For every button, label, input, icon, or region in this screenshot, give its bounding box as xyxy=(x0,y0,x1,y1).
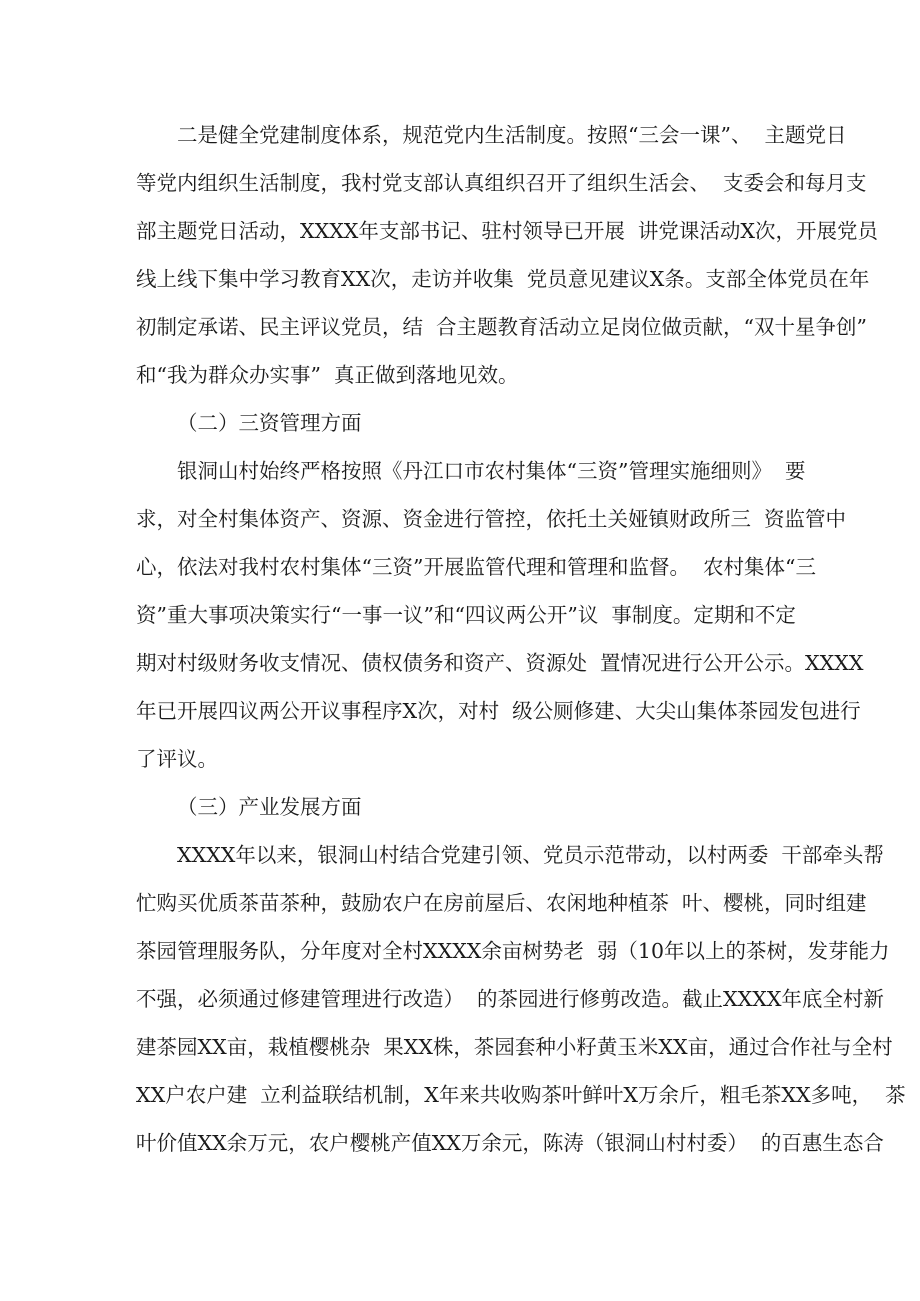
paragraph-line: 了评议。 xyxy=(136,747,218,771)
paragraph-line: XXXX年以来，银洞山村结合党建引领、党员示范带动，以村两委 干部牵头帮 xyxy=(177,843,884,867)
section-heading: （二）三资管理方面 xyxy=(177,411,362,435)
paragraph-line: 心，依法对我村农村集体“三资”开展监管代理和管理和监督。 农村集体“三 xyxy=(136,555,816,579)
paragraph-line: 资”重大事项决策实行“一事一议”和“四议两公开”议 事制度。定期和不定 xyxy=(136,603,796,627)
paragraph-line: 和“我为群众办实事” 真正做到落地见效。 xyxy=(136,363,519,387)
paragraph-line: 茶园管理服务队，分年度对全村XXXX余亩树势老 弱（10年以上的茶树，发芽能力 xyxy=(136,939,890,963)
paragraph-line: 不强，必须通过修建管理进行改造） 的茶园进行修剪改造。截止XXXX年底全村新 xyxy=(136,987,884,1011)
paragraph-line: 部主题党日活动，XXXX年支部书记、驻村领导已开展 讲党课活动X次，开展党员 xyxy=(136,219,879,243)
section-heading: （三）产业发展方面 xyxy=(177,795,362,819)
paragraph-line: 叶价值XX余万元，农户樱桃产值XX万余元，陈涛（银洞山村村委） 的百惠生态合 xyxy=(136,1131,884,1155)
paragraph-line: 求，对全村集体资产、资源、资金进行管控，依托土关娅镇财政所三 资监管中 xyxy=(136,507,847,531)
paragraph-line: 忙购买优质茶苗茶种，鼓励农户在房前屋后、农闲地种植茶 叶、樱桃，同时组建 xyxy=(136,891,867,915)
paragraph-line: 银洞山村始终严格按照《丹江口市农村集体“三资”管理实施细则》 要 xyxy=(177,459,806,483)
paragraph-line: 年已开展四议两公开议事程序X次，对村 级公厕修建、大尖山集体茶园发包进行 xyxy=(136,699,861,723)
paragraph-line: XX户农户建 立利益联结机制，X年来共收购茶叶鲜叶X万余斤，粗毛茶XX多吨， 茶 xyxy=(136,1083,906,1107)
paragraph-line: 初制定承诺、民主评议党员，结 合主题教育活动立足岗位做贡献，“双十星争创” xyxy=(136,315,867,339)
paragraph-line: 等党内组织生活制度，我村党支部认真组织召开了组织生活会、 支委会和每月支 xyxy=(136,171,867,195)
paragraph-line: 二是健全党建制度体系，规范党内生活制度。按照“三会一课”、 主题党日 xyxy=(177,123,847,147)
paragraph-line: 线上线下集中学习教育XX次，走访并收集 党员意见建议X条。支部全体党员在年 xyxy=(136,267,870,291)
paragraph-line: 建茶园XX亩，栽植樱桃杂 果XX株，茶园套种小籽黄玉米XX亩，通过合作社与全村 xyxy=(136,1035,893,1059)
paragraph-line: 期对村级财务收支情况、债权债务和资产、资源处 置情况进行公开公示。XXXX xyxy=(136,651,864,675)
